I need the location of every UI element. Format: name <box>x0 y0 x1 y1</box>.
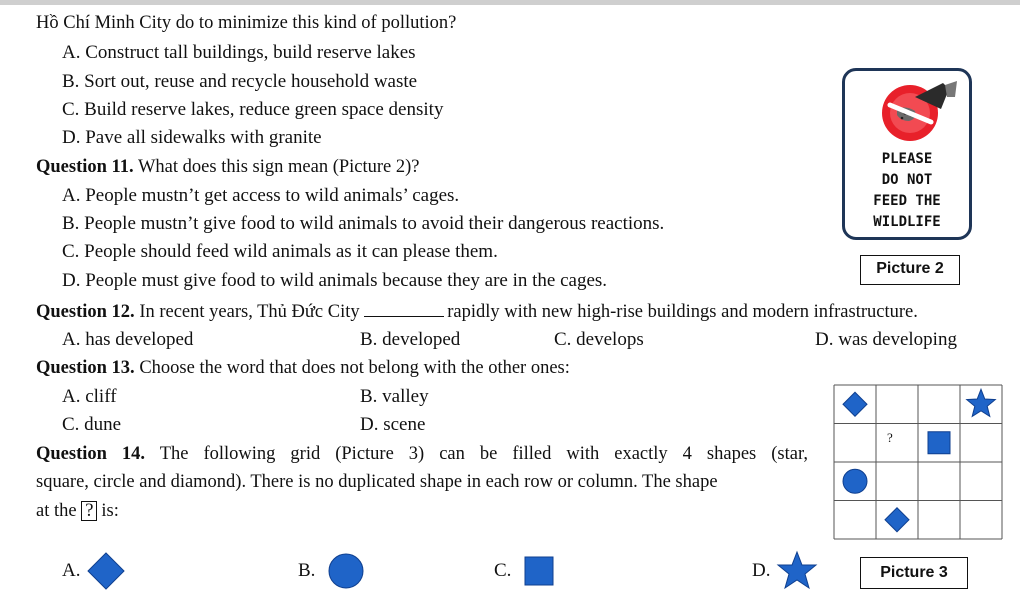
q13-option-b: B. valley <box>360 386 429 407</box>
sign-line-1: PLEASE <box>881 151 933 167</box>
grid-diamond-icon <box>885 508 909 532</box>
q10-option-d: D. Pave all sidewalks with granite <box>62 127 322 148</box>
q14-question-mark-box: ? <box>81 501 97 521</box>
no-feeding-sign-icon <box>845 75 969 145</box>
q13-option-c: C. dune <box>62 414 122 435</box>
diamond-icon <box>86 551 126 591</box>
sign-line-2: DO NOT <box>881 172 933 188</box>
q11-label: Question 11. <box>36 157 134 177</box>
q12-option-b: B. developed <box>360 329 461 350</box>
q14-stem-line-2: square, circle and diamond). There is no duplicated shape in each row or column. The shape <box>36 472 718 492</box>
sign-line-3: FEED THE <box>873 193 941 209</box>
q12-label: Question 12. <box>36 302 135 322</box>
q14-option-b-letter: B. <box>298 560 316 581</box>
no-feeding-sign <box>842 68 972 240</box>
q14-line-3-before: at the <box>36 501 77 521</box>
q12-blank <box>364 300 444 317</box>
star-icon <box>776 550 818 590</box>
grid-question-mark: ? <box>887 429 893 445</box>
q13-option-a: A. cliff <box>62 386 117 407</box>
scan-top-edge <box>0 0 1020 5</box>
grid-square-icon <box>928 432 950 454</box>
q14-option-d-letter: D. <box>752 560 771 581</box>
q14-stem-line-1 <box>36 443 808 465</box>
grid-diamond-icon <box>843 392 867 416</box>
q12-text-before: In recent years, Thủ Đức City <box>139 302 360 322</box>
q12-stem <box>36 300 918 323</box>
grid-star-icon <box>967 389 996 416</box>
q10-option-c: C. Build reserve lakes, reduce green space density <box>62 99 444 120</box>
q12-option-d: D. was developing <box>815 329 957 350</box>
q10-option-a: A. Construct tall buildings, build reserve lakes <box>62 42 416 63</box>
q10-stem-tail: Hồ Chí Minh City do to minimize this kind of pollution? <box>36 13 457 33</box>
q14-stem-line-3 <box>36 500 119 522</box>
sign-line-4: WILDLIFE <box>873 214 941 230</box>
shape-grid <box>833 384 1003 542</box>
q12-text-after: rapidly with new high-rise buildings and modern infrastructure. <box>447 302 918 322</box>
q12-option-a: A. has developed <box>62 329 194 350</box>
q11-text: What does this sign mean (Picture 2)? <box>137 157 420 177</box>
q11-option-c: C. People should feed wild animals as it can please them. <box>62 241 498 262</box>
circle-icon <box>326 551 366 591</box>
q11-option-b: B. People mustn’t give food to wild animals to avoid their dangerous reactions. <box>62 213 665 234</box>
q14-option-a-letter: A. <box>62 560 81 581</box>
q13-label: Question 13. <box>36 358 135 378</box>
grid-circle-icon <box>843 469 867 493</box>
shape-grid-svg <box>833 384 1003 542</box>
q14-line-1-text: The following grid (Picture 3) can be filled with exactly 4 shapes (star, <box>159 444 809 464</box>
q13-stem <box>36 357 570 379</box>
q14-line-3-after: is: <box>101 501 119 521</box>
q13-text: Choose the word that does not belong with the other ones: <box>139 358 570 378</box>
q11-option-d: D. People must give food to wild animals because they are in the cages. <box>62 270 608 291</box>
q11-stem <box>36 156 420 178</box>
q14-label: Question 14. <box>36 444 146 464</box>
square-icon <box>524 556 554 586</box>
q14-option-c-letter: C. <box>494 560 512 581</box>
q10-option-b: B. Sort out, reuse and recycle household waste <box>62 71 418 92</box>
q12-option-c: C. develops <box>554 329 644 350</box>
picture-3-caption: Picture 3 <box>860 557 968 589</box>
picture-2-caption: Picture 2 <box>860 255 960 285</box>
q11-option-a: A. People mustn’t get access to wild animals’ cages. <box>62 185 460 206</box>
q13-option-d: D. scene <box>360 414 426 435</box>
